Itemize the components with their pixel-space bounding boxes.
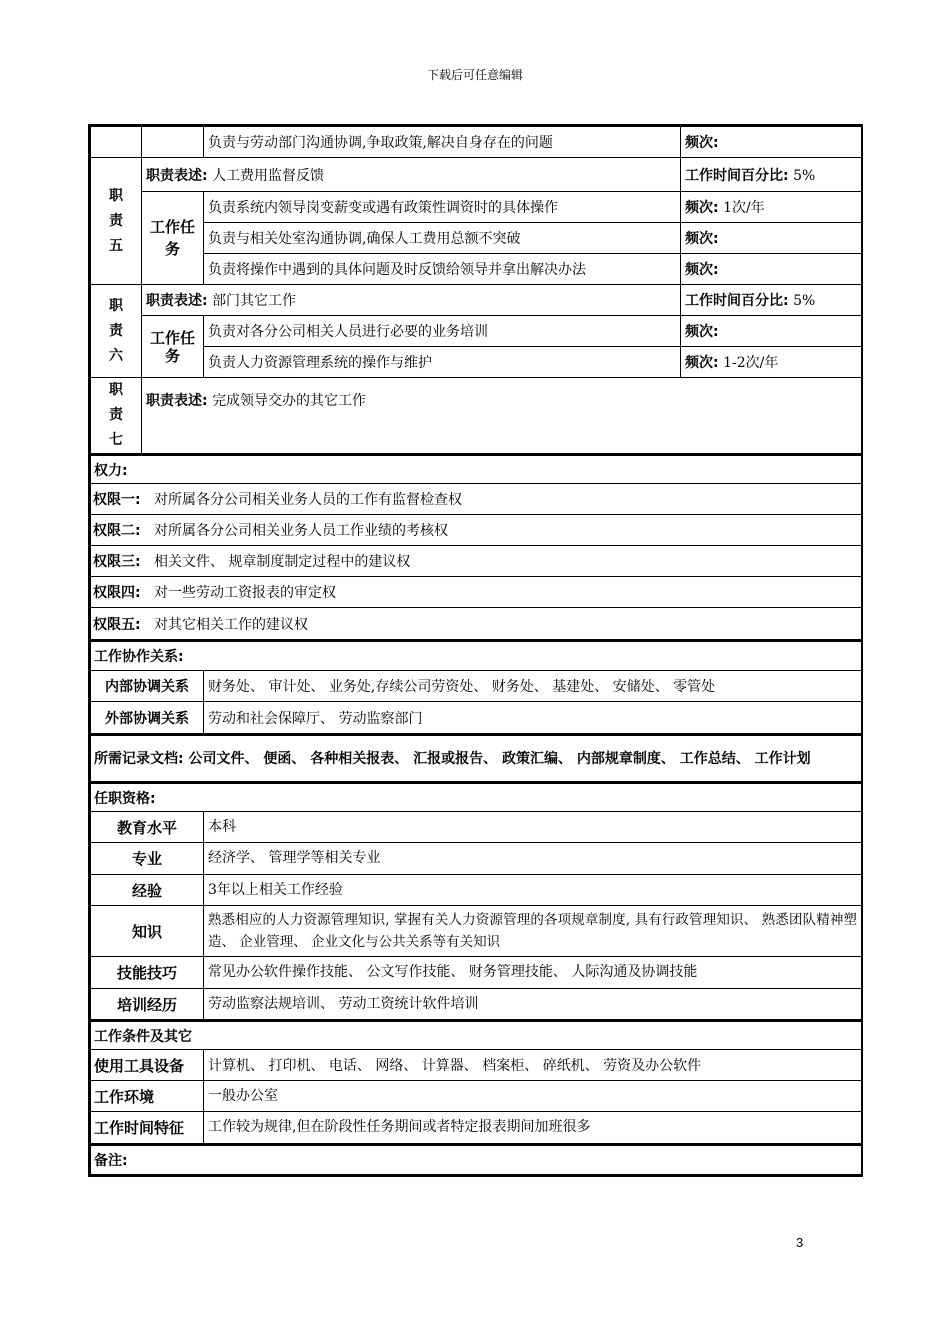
task-text: 负责将操作中遇到的具体问题及时反馈给领导并拿出解决办法 [204,254,681,285]
duty6-pct: 工作时间百分比: 5% [681,285,862,316]
qualification-row: 经验 3年以上相关工作经验 [91,875,862,906]
duty6-desc-row [91,285,862,316]
table-row [91,127,862,158]
section-conditions [91,1021,862,1050]
duty6-task-label: 工作任务 [142,316,204,378]
relations-row [91,671,862,702]
page-header: 下载后可任意编辑 [426,68,523,82]
section-title: 权力: [91,455,862,484]
table-row [91,192,862,223]
frequency-cell: 频次: [681,316,862,347]
table-row [91,316,862,347]
task-text: 负责系统内领导岗变薪变或遇有政策性调资时的具体操作 [204,192,681,223]
authority-row: 权限五: 对其它相关工作的建议权 [91,608,862,641]
page-number: 3 [796,1235,804,1250]
section-authority [91,455,862,484]
condition-row: 工作环境 一般办公室 [91,1081,862,1112]
section-title: 任职资格: [91,783,862,812]
frequency-cell: 频次: [681,254,862,285]
authority-row: 权限四: 对一些劳动工资报表的审定权 [91,577,862,608]
task-text: 负责与相关处室沟通协调,确保人工费用总额不突破 [204,223,681,254]
records-row [91,735,862,783]
duty5-pct: 工作时间百分比: 5% [681,158,862,192]
job-description-table [88,124,863,1177]
duty6-desc: 职责表述: 部门其它工作 [142,285,681,316]
qualification-row: 技能技巧 常见办公软件操作技能、 公文写作技能、 财务管理技能、 人际沟通及协调技能 [91,957,862,989]
section-title: 工作条件及其它 [91,1021,862,1050]
condition-row: 使用工具设备 计算机、 打印机、 电话、 网络、 计算器、 档案柜、 碎纸机、 劳资及办公软件 [91,1050,862,1081]
section-title: 备注: [91,1145,862,1175]
authority-row: 权限三: 相关文件、 规章制度制定过程中的建议权 [91,546,862,577]
duty5-desc-row [91,158,862,192]
duty5-task-label: 工作任务 [142,192,204,285]
qualification-row: 专业 经济学、 管理学等相关专业 [91,843,862,875]
section-title: 工作协作关系: [91,641,862,671]
external-label: 外部协调关系 [91,702,204,735]
condition-row: 工作时间特征 工作较为规律,但在阶段性任务期间或者特定报表期间加班很多 [91,1112,862,1145]
duty7-desc: 职责表述: 完成领导交办的其它工作 [142,378,862,455]
authority-row: 权限二: 对所属各分公司相关业务人员工作业绩的考核权 [91,515,862,546]
duty6-label: 职 责 六 [91,285,142,378]
authority-row: 权限一: 对所属各分公司相关业务人员的工作有监督检查权 [91,484,862,515]
section-notes [91,1145,862,1175]
duty5-desc: 职责表述: 人工费用监督反馈 [142,158,681,192]
duty5-label: 职 责 五 [91,158,142,285]
task-text: 负责对各分公司相关人员进行必要的业务培训 [204,316,681,347]
duty7-label: 职 责 七 [91,378,142,455]
relations-row [91,702,862,735]
internal-value: 财务处、 审计处、 业务处,存续公司劳资处、 财务处、 基建处、 安储处、 零管处 [204,671,862,702]
frequency-cell: 频次: [681,127,862,158]
external-value: 劳动和社会保障厅、 劳动监察部门 [204,702,862,735]
duty7-row [91,378,862,455]
frequency-cell: 频次: 1次/年 [681,192,862,223]
table-row [91,254,862,285]
task-text: 负责与劳动部门沟通协调,争取政策,解决自身存在的问题 [204,127,681,158]
section-relations [91,641,862,671]
records-cell: 所需记录文档: 公司文件、 便函、 各种相关报表、 汇报或报告、 政策汇编、 内部规章制度、 工作总结、 工作计划 [91,735,862,783]
qualification-row: 培训经历 劳动监察法规培训、 劳动工资统计软件培训 [91,989,862,1021]
qualification-row: 知识 熟悉相应的人力资源管理知识, 掌握有关人力资源管理的各项规章制度, 具有行政管理知识、 熟悉团队精神塑造、 企业管理、 企业文化与公共关系等有关知识 [91,906,862,957]
table-row [91,347,862,378]
internal-label: 内部协调关系 [91,671,204,702]
qualification-row: 教育水平 本科 [91,812,862,843]
frequency-cell: 频次: 1-2次/年 [681,347,862,378]
task-text: 负责人力资源管理系统的操作与维护 [204,347,681,378]
table-row [91,223,862,254]
section-qualifications [91,783,862,812]
frequency-cell: 频次: [681,223,862,254]
